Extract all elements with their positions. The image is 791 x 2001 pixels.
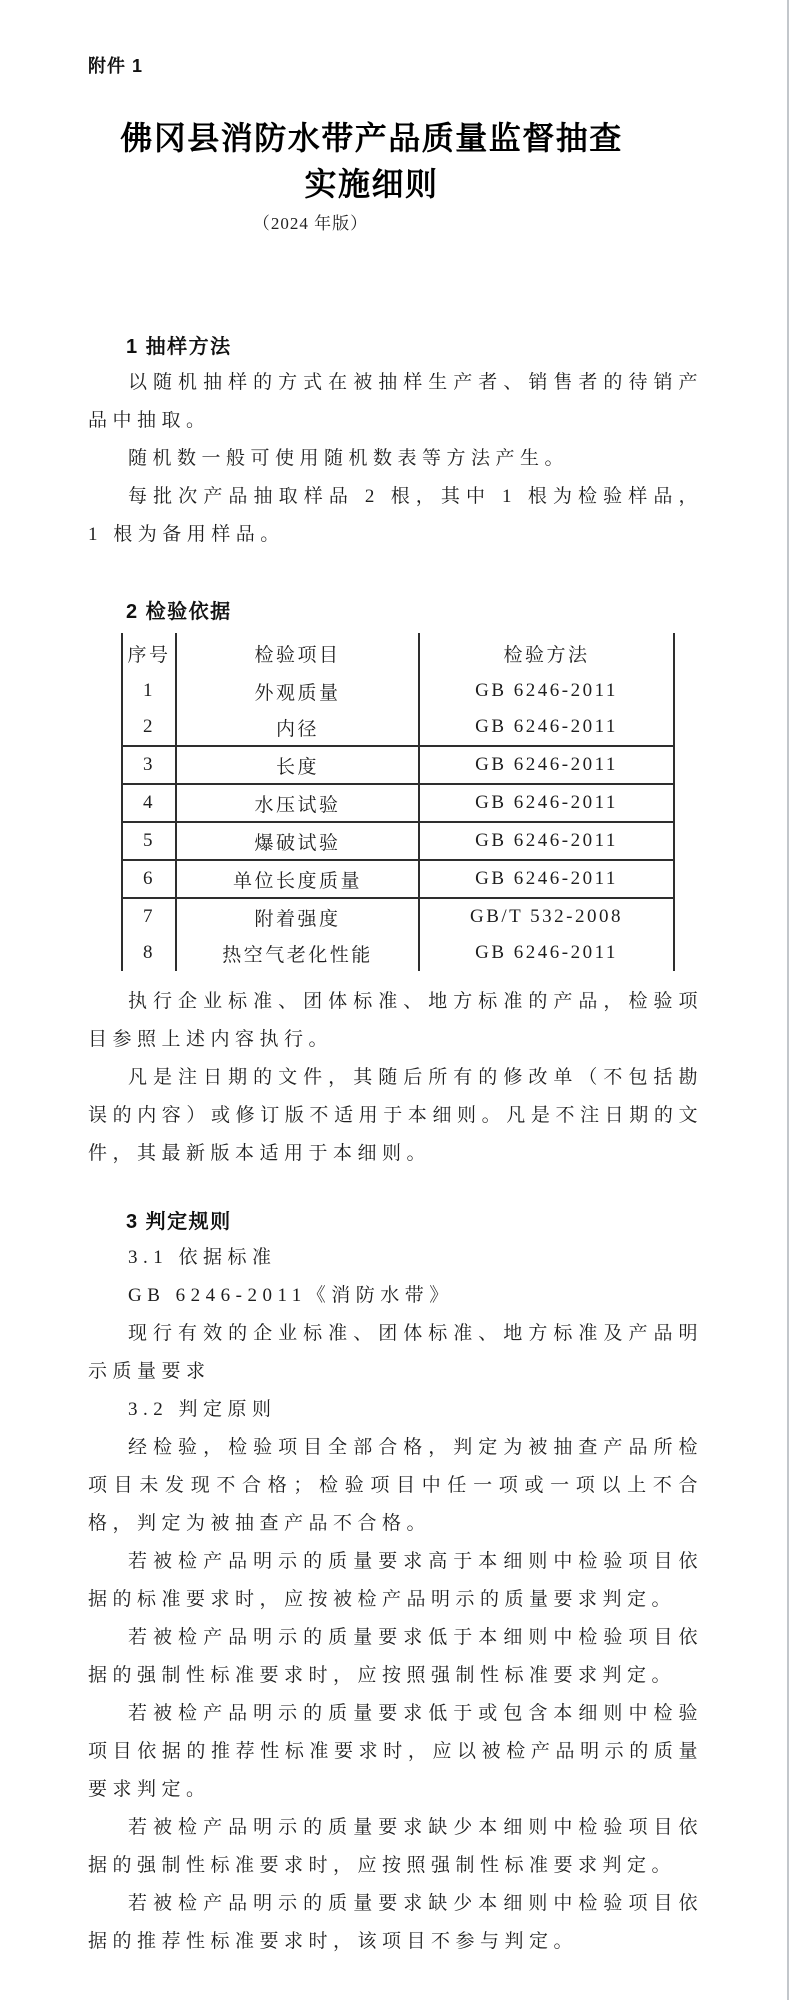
paragraph: 现行有效的企业标准、团体标准、地方标准及产品明示质量要求 bbox=[88, 1323, 703, 1382]
subsection-3-2-heading: 3.2 判定原则 bbox=[128, 1399, 277, 1420]
section-1-body bbox=[88, 364, 703, 554]
edition-label: （2024 年版） bbox=[252, 214, 369, 233]
cell-item: 热空气老化性能 bbox=[176, 935, 419, 971]
cell-seq: 3 bbox=[122, 746, 176, 784]
section-3-heading: 3 判定规则 bbox=[126, 1211, 232, 1233]
cell-method: GB 6246-2011 bbox=[419, 673, 674, 709]
cell-method: GB 6246-2011 bbox=[419, 822, 674, 860]
paragraph: 若被检产品明示的质量要求低于或包含本细则中检验项目依据的推荐性标准要求时，应以被检产品明示的质量要求判定。 bbox=[88, 1703, 703, 1800]
table-row bbox=[122, 673, 674, 709]
cell-method: GB 6246-2011 bbox=[419, 935, 674, 971]
cell-seq: 5 bbox=[122, 822, 176, 860]
inspection-basis-table bbox=[121, 633, 675, 971]
subsection-3-1-heading: 3.1 依据标准 bbox=[128, 1247, 277, 1268]
cell-item: 外观质量 bbox=[176, 673, 419, 709]
section-2-heading: 2 检验依据 bbox=[126, 601, 232, 623]
paragraph: 若被检产品明示的质量要求低于本细则中检验项目依据的强制性标准要求时，应按照强制性标准要求判定。 bbox=[88, 1627, 703, 1686]
table-row bbox=[122, 860, 674, 898]
cell-seq: 7 bbox=[122, 898, 176, 935]
cell-seq: 2 bbox=[122, 709, 176, 746]
table-row bbox=[122, 935, 674, 971]
section-2-body bbox=[88, 983, 703, 1173]
cell-seq: 4 bbox=[122, 784, 176, 822]
table-row bbox=[122, 709, 674, 746]
attachment-label: 附件 1 bbox=[88, 56, 144, 76]
column-header-seq: 序号 bbox=[122, 633, 176, 673]
page-edge-line bbox=[787, 0, 789, 2000]
cell-seq: 8 bbox=[122, 935, 176, 971]
table-row bbox=[122, 898, 674, 935]
document-title-line1: 佛冈县消防水带产品质量监督抽查 bbox=[120, 120, 623, 156]
column-header-item: 检验项目 bbox=[176, 633, 419, 673]
paragraph: 随机数一般可使用随机数表等方法产生。 bbox=[128, 448, 570, 469]
cell-item: 附着强度 bbox=[176, 898, 419, 935]
cell-method: GB 6246-2011 bbox=[419, 709, 674, 746]
document-title bbox=[88, 115, 703, 207]
table-row bbox=[122, 746, 674, 784]
table-header-row bbox=[122, 633, 674, 673]
cell-method: GB 6246-2011 bbox=[419, 784, 674, 822]
paragraph: 每批次产品抽取样品 2 根，其中 1 根为检验样品，1 根为备用样品。 bbox=[88, 486, 703, 545]
paragraph: 若被检产品明示的质量要求缺少本细则中检验项目依据的强制性标准要求时，应按照强制性标准要求判定。 bbox=[88, 1817, 703, 1876]
cell-seq: 6 bbox=[122, 860, 176, 898]
paragraph: 执行企业标准、团体标准、地方标准的产品，检验项目参照上述内容执行。 bbox=[88, 991, 703, 1050]
table-row bbox=[122, 822, 674, 860]
cell-item: 爆破试验 bbox=[176, 822, 419, 860]
paragraph: 若被检产品明示的质量要求高于本细则中检验项目依据的标准要求时，应按被检产品明示的质量要求判定。 bbox=[88, 1551, 703, 1610]
cell-item: 单位长度质量 bbox=[176, 860, 419, 898]
document-title-line2: 实施细则 bbox=[304, 166, 439, 202]
cell-method: GB/T 532-2008 bbox=[419, 898, 674, 935]
column-header-method: 检验方法 bbox=[419, 633, 674, 673]
cell-method: GB 6246-2011 bbox=[419, 746, 674, 784]
paragraph: 以随机抽样的方式在被抽样生产者、销售者的待销产品中抽取。 bbox=[88, 372, 703, 431]
paragraph: 凡是注日期的文件，其随后所有的修改单（不包括勘误的内容）或修订版不适用于本细则。凡是不注日期的文件，其最新版本适用于本细则。 bbox=[88, 1067, 703, 1164]
paragraph: GB 6246-2011《消防水带》 bbox=[128, 1285, 454, 1306]
cell-item: 长度 bbox=[176, 746, 419, 784]
cell-seq: 1 bbox=[122, 673, 176, 709]
cell-item: 水压试验 bbox=[176, 784, 419, 822]
paragraph: 经检验，检验项目全部合格，判定为被抽查产品所检项目未发现不合格；检验项目中任一项或一项以上不合格，判定为被抽查产品不合格。 bbox=[88, 1437, 703, 1534]
cell-method: GB 6246-2011 bbox=[419, 860, 674, 898]
section-3-body bbox=[88, 1239, 703, 1961]
cell-item: 内径 bbox=[176, 709, 419, 746]
paragraph: 若被检产品明示的质量要求缺少本细则中检验项目依据的推荐性标准要求时，该项目不参与判定。 bbox=[88, 1893, 703, 1952]
table-row bbox=[122, 784, 674, 822]
section-1-heading: 1 抽样方法 bbox=[126, 336, 232, 358]
